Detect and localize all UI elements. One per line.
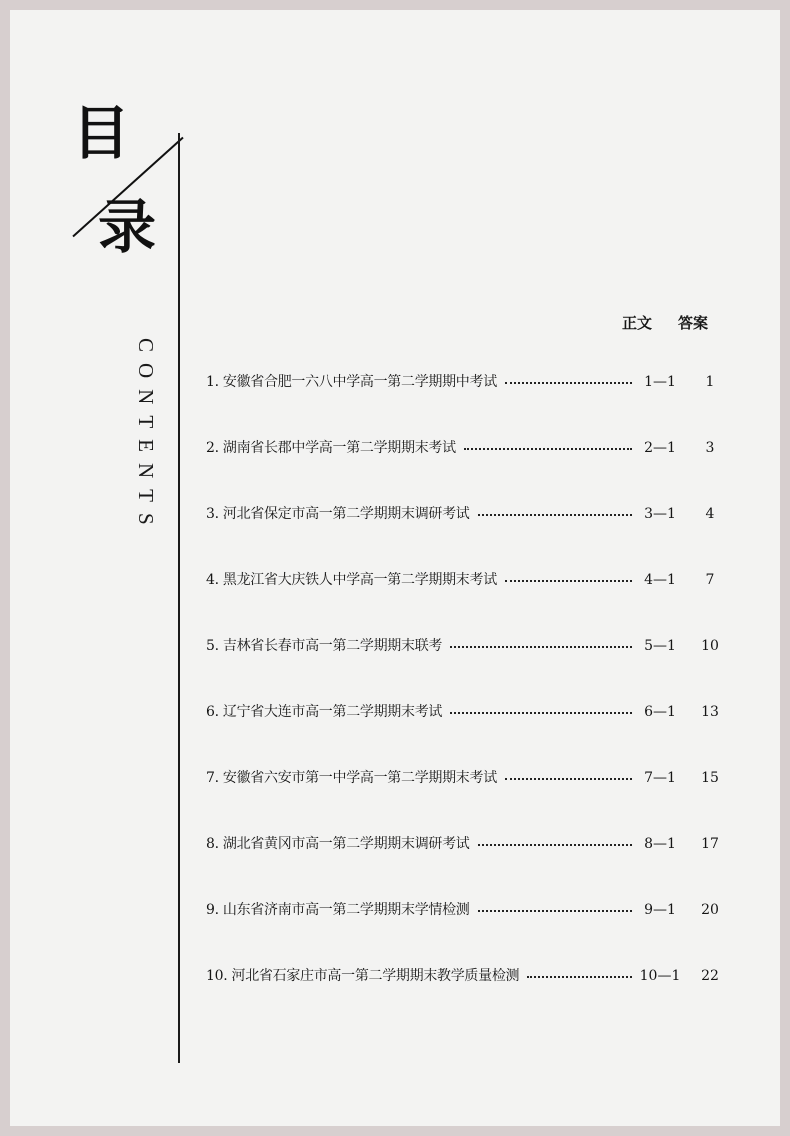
toc-entry-answer-page: 3: [705, 440, 715, 456]
leader-dots: [464, 448, 632, 450]
toc-entry-page: 7—1: [644, 770, 676, 786]
title-bottom-char: 录: [98, 193, 157, 261]
toc-entry-page: 5—1: [644, 638, 676, 654]
toc-entry[interactable]: [206, 966, 746, 1032]
toc-entry-page: 8—1: [644, 836, 676, 852]
toc-entry-title: 4. 黑龙江省大庆铁人中学高一第二学期期末考试: [206, 572, 497, 588]
vertical-divider-line: [178, 133, 180, 1063]
toc-entry-answer-page: 15: [701, 770, 719, 786]
toc-entry[interactable]: [206, 372, 746, 438]
contents-subtitle: CONTENTS: [134, 338, 158, 536]
toc-entry-answer-page: 13: [701, 704, 719, 720]
toc-entry-title: 10. 河北省石家庄市高一第二学期期末教学质量检测: [206, 968, 520, 984]
toc-entry-title: 3. 河北省保定市高一第二学期期末调研考试: [206, 506, 470, 522]
leader-dots: [478, 910, 632, 912]
leader-dots: [450, 646, 632, 648]
toc-entry-page: 2—1: [644, 440, 676, 456]
toc-entry-title: 5. 吉林省长春市高一第二学期期末联考: [206, 638, 443, 654]
toc-entry-title: 8. 湖北省黄冈市高一第二学期期末调研考试: [206, 836, 470, 852]
toc-entry[interactable]: [206, 834, 746, 900]
toc-entry-answer-page: 4: [705, 506, 715, 522]
leader-dots: [505, 580, 632, 582]
toc-entry-title: 9. 山东省济南市高一第二学期期末学情检测: [206, 902, 470, 918]
toc-entry-title: 2. 湖南省长郡中学高一第二学期期末考试: [206, 440, 456, 456]
toc-entry[interactable]: [206, 570, 746, 636]
toc-entry-page: 10—1: [639, 968, 681, 984]
toc-entry-answer-page: 17: [701, 836, 719, 852]
toc-entry-page: 4—1: [644, 572, 676, 588]
leader-dots: [478, 514, 632, 516]
toc-entry[interactable]: [206, 438, 746, 504]
leader-dots: [450, 712, 632, 714]
toc-entry-title: 6. 辽宁省大连市高一第二学期期末考试: [206, 704, 443, 720]
toc-entry[interactable]: [206, 702, 746, 768]
toc-entry-answer-page: 7: [705, 572, 715, 588]
column-header-answer: 答案: [678, 314, 709, 332]
toc-list: [206, 372, 746, 1032]
title-top-char: 目: [72, 99, 131, 167]
document-page: [10, 10, 780, 1126]
leader-dots: [505, 778, 632, 780]
toc-entry-page: 1—1: [644, 374, 676, 390]
toc-entry-page: 6—1: [644, 704, 676, 720]
toc-entry-title: 7. 安徽省六安市第一中学高一第二学期期末考试: [206, 770, 497, 786]
toc-entry-title: 1. 安徽省合肥一六八中学高一第二学期期中考试: [206, 374, 497, 390]
toc-entry-page: 3—1: [644, 506, 676, 522]
toc-entry-answer-page: 22: [701, 968, 719, 984]
toc-entry[interactable]: [206, 900, 746, 966]
toc-entry-answer-page: 20: [701, 902, 719, 918]
leader-dots: [527, 976, 632, 978]
toc-entry-answer-page: 1: [705, 374, 715, 390]
leader-dots: [505, 382, 632, 384]
toc-entry-answer-page: 10: [701, 638, 719, 654]
toc-entry[interactable]: [206, 504, 746, 570]
leader-dots: [478, 844, 632, 846]
toc-entry[interactable]: [206, 636, 746, 702]
column-header-main: 正文: [622, 314, 653, 332]
toc-entry-page: 9—1: [644, 902, 676, 918]
toc-entry[interactable]: [206, 768, 746, 834]
